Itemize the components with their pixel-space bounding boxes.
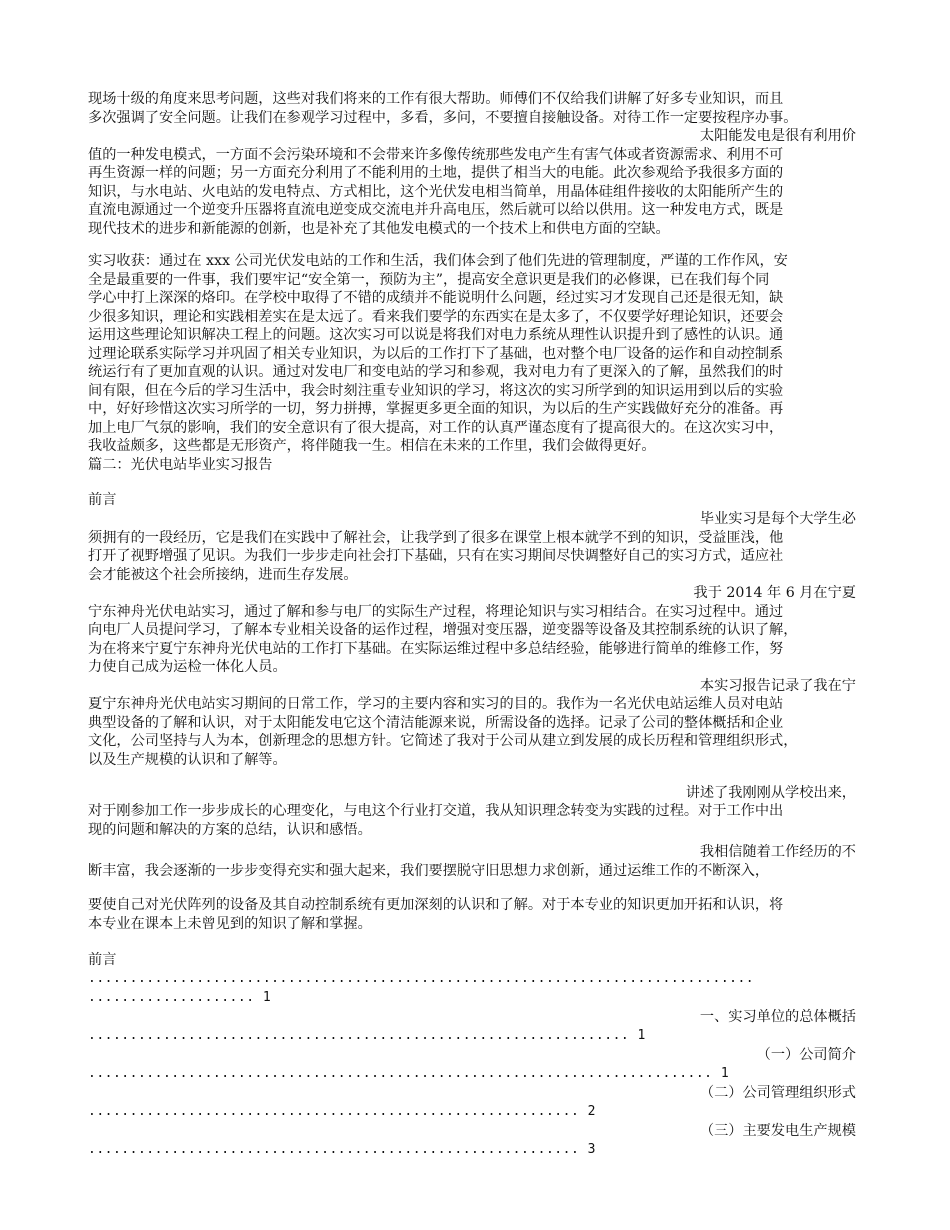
paragraph-lead: 太阳能发电是很有利用价	[699, 128, 856, 144]
text-line: 文化，公司坚持与人为本，创新理念的思想方针。它简述了我对于公司从建立到发展的成长历程和管理组织形式，	[88, 733, 798, 749]
paragraph-lead: 本实习报告记录了我在宁	[699, 678, 856, 694]
text-line: 以及生产规模的认识和了解等。	[88, 752, 287, 768]
toc-leader-dots: ................................................................................	[88, 971, 755, 986]
text-line: 力使自己成为运检一体化人员。	[88, 659, 287, 675]
text-line: 间有限，但在今后的学习生活中，我会时刻注重专业知识的学习，将这次的实习所学到的知识运用到以后的实验	[88, 383, 784, 399]
text-line: 须拥有的一段经历，它是我们在实践中了解社会，让我学到了很多在课堂上根本就学不到的知识，受益匪浅，他	[88, 530, 784, 546]
toc-item-dots: ........................................................................... 1	[88, 1066, 730, 1081]
text-line: 夏宁东神舟光伏电站实习期间的日常工作，学习的主要内容和实习的目的。我作为一名光伏电站运维人员对电站	[88, 696, 784, 712]
text-line: 运用这些理论知识解决工程上的问题。这次实习可以说是将我们对电力系统从理性认识提升到了感性的认识。通	[88, 327, 784, 343]
text-line: 学心中打上深深的烙印。在学校中取得了不错的成绩并不能说明什么问题，经过实习才发现自己还是很无知，缺	[88, 290, 784, 306]
preface-heading: 前言	[88, 492, 117, 508]
text-line: 值的一种发电模式，一方面不会污染环境和不会带来许多像传统那些发电产生有害气体或者资源需求、利用不可	[88, 147, 784, 163]
text-line: 全是最重要的一件事，我们要牢记“安全第一，预防为主”，提高安全意识更是我们的必修课，已在我们每个同	[88, 272, 770, 288]
toc-item-title[interactable]: （二）公司管理组织形式	[699, 1085, 856, 1101]
toc-page-number: .................... 1	[88, 990, 272, 1005]
toc-item-dots: ........................................................... 2	[88, 1104, 596, 1119]
text-line: 对于刚参加工作一步步成长的心理变化，与电这个行业打交道，我从知识理念转变为实践的过程。对于工作中出	[88, 803, 784, 819]
text-line: 过理论联系实际学习并巩固了相关专业知识，为以后的工作打下了基础，也对整个电厂设备的运作和自动控制系	[88, 346, 784, 362]
text-line: 统运行有了更加直观的认识。通过对发电厂和变电站的学习和参观，我对电力有了更深入的了解，虽然我们的时	[88, 364, 784, 380]
toc-item-title[interactable]: （三）主要发电生产规模	[699, 1123, 856, 1139]
paragraph-lead: 讲述了我刚刚从学校出来，	[685, 785, 856, 801]
text-line: 现代技术的进步和新能源的创新，也是补充了其他发电模式的一个技术上和供电方面的空缺。	[88, 221, 670, 237]
text-line: 本专业在课本上未曾见到的知识了解和掌握。	[88, 916, 372, 932]
text-line: 我收益颇多，这些都是无形资产，将伴随我一生。相信在未来的工作里，我们会做得更好。	[88, 438, 656, 454]
paragraph-lead: 我相信随着工作经历的不	[699, 844, 856, 860]
toc-item-title[interactable]: 一、实习单位的总体概括	[699, 1009, 856, 1025]
section-title: 篇二：光伏电站毕业实习报告	[88, 457, 273, 473]
text-line: 向电厂人员提问学习，了解本专业相关设备的运作过程，增强对变压器，逆变器等设备及其控制系统的认识了解，	[88, 622, 798, 638]
text-line: 现的问题和解决的方案的总结，认识和感悟。	[88, 822, 372, 838]
toc-item-dots: ........................................................... 3	[88, 1142, 596, 1157]
paragraph-lead: 我于 2014 年 6 月在宁夏	[693, 585, 856, 601]
text-line: 典型设备的了解和认识，对于太阳能发电它这个清洁能源来说，所需设备的选择。记录了公司的整体概括和企业	[88, 715, 784, 731]
text-line: 多次强调了安全问题。让我们在参观学习过程中，多看，多问，不要擅自接触设备。对待工作一定要按程序办事。	[88, 110, 798, 126]
text-line: 少很多知识，理论和实践相差实在是太远了。看来我们要学的东西实在是太多了，不仅要学好理论知识，还要会	[88, 309, 784, 325]
text-line: 宁东神舟光伏电站实习，通过了解和参与电厂的实际生产过程，将理论知识与实习相结合。在实习过程中。通过	[88, 604, 784, 620]
text-line: 加上电厂气氛的影响，我们的安全意识有了很大提高，对工作的认真严谨态度有了提高很大的。在这次实习中，	[88, 420, 784, 436]
toc-item-title[interactable]: （一）公司简介	[756, 1047, 856, 1063]
text-line: 现场十级的角度来思考问题，这些对我们将来的工作有很大帮助。师傅们不仅给我们讲解了好多专业知识，而且	[88, 91, 784, 107]
text-line: 打开了视野增强了见识。为我们一步步走向社会打下基础，只有在实习期间尽快调整好自己的实习方式，适应社	[88, 548, 784, 564]
toc-heading: 前言	[88, 952, 117, 968]
text-line: 为在将来宁夏宁东神舟光伏电站的工作打下基础。在实际运维过程中多总结经验，能够进行简单的维修工作，努	[88, 641, 784, 657]
text-line: 再生资源一样的问题；另一方面充分利用了不能利用的土地，提供了相当大的电能。此次参观给予我很多方面的	[88, 165, 784, 181]
text-line: 会才能被这个社会所接纳，进而生存发展。	[88, 567, 358, 583]
text-line: 知识，与水电站、火电站的发电特点、方式相比，这个光伏发电相当简单，用晶体硅组件接收的太阳能所产生的	[88, 184, 784, 200]
text-line: 直流电源通过一个逆变升压器将直流电逆变成交流电并升高电压，然后就可以给以供用。这一种发电方式，既是	[88, 202, 784, 218]
text-line: 中，好好珍惜这次实习所学的一切，努力拼搏，掌握更多更全面的知识，为以后的生产实践做好充分的准备。再	[88, 401, 784, 417]
text-line: 实习收获：通过在 xxx 公司光伏发电站的工作和生活，我们体会到了他们先进的管理制度，严谨的工作作风，安	[88, 253, 788, 269]
paragraph-lead: 毕业实习是每个大学生必	[699, 511, 856, 527]
text-line: 要使自己对光伏阵列的设备及其自动控制系统有更加深刻的认识和了解。对于本专业的知识更加开拓和认识，将	[88, 897, 784, 913]
toc-item-dots: ................................................................. 1	[88, 1028, 646, 1043]
text-line: 断丰富，我会逐渐的一步步变得充实和强大起来，我们要摆脱守旧思想力求创新，通过运维工作的不断深入，	[88, 863, 770, 879]
